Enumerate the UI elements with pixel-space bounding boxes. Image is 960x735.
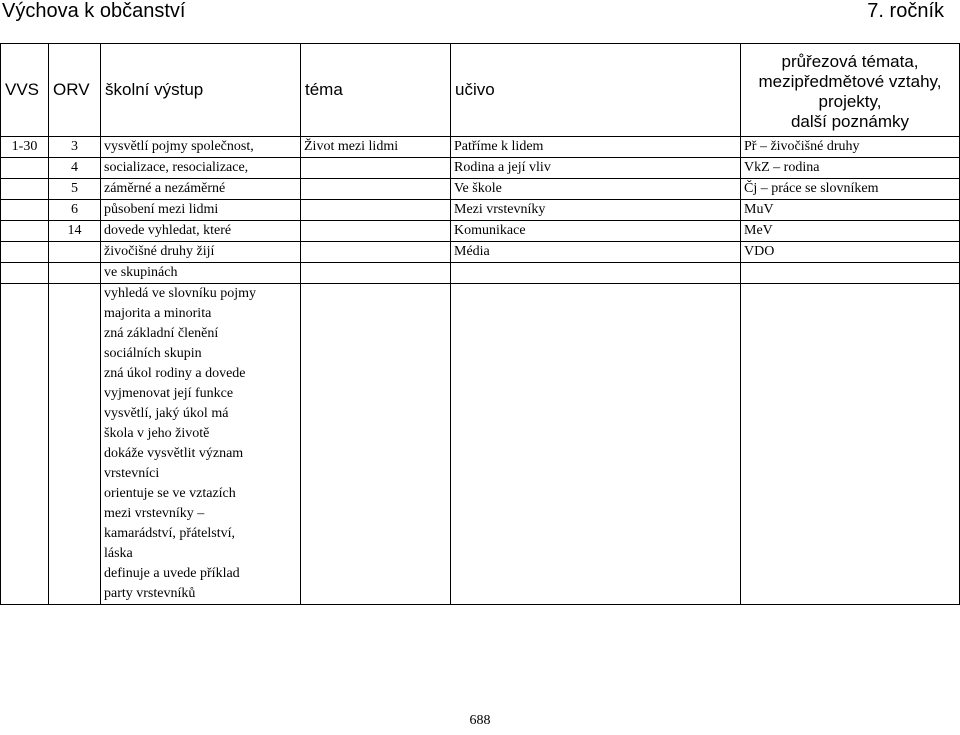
cell-vvs-empty [1,284,49,605]
cell-tema [301,242,451,263]
cell-vystup: vysvětlí pojmy společnost, [101,137,301,158]
table-row [1,179,960,200]
cell-vystup: působení mezi lidmi [101,200,301,221]
cross-line-2: mezipředmětové vztahy, [758,72,942,91]
cell-cross [741,263,960,284]
outcome-line: vysvětlí, jaký úkol má [104,406,229,421]
cell-vvs [1,242,49,263]
cell-vystup: dovede vyhledat, které [101,221,301,242]
col-vystup: školní výstup [101,44,301,137]
cell-vystup: ve skupinách [101,263,301,284]
cell-tema [301,263,451,284]
curriculum-table [0,43,960,605]
cell-cross: VDO [741,242,960,263]
cell-orv: 6 [49,200,101,221]
cell-tema [301,158,451,179]
cell-tema-empty [301,284,451,605]
cell-ucivo: Mezi vrstevníky [451,200,741,221]
cell-tema [301,179,451,200]
outcome-line: dokáže vysvětlit význam [104,446,244,461]
outcome-line: definuje a uvede příklad [104,566,240,581]
cell-vvs [1,200,49,221]
outcome-line: kamarádství, přátelství, [104,526,236,541]
cell-vystup: socializace, resocializace, [101,158,301,179]
subject-title: Výchova k občanství [2,0,186,22]
table-row [1,137,960,158]
table-row [1,158,960,179]
table-header-row [1,44,960,137]
cell-vvs: 1-30 [1,137,49,158]
cell-ucivo: Ve škole [451,179,741,200]
cross-line-4: další poznámky [790,112,910,131]
cell-orv: 14 [49,221,101,242]
cell-cross: Př – živočišné druhy [741,137,960,158]
outcome-line: škola v jeho životě [104,426,210,441]
cell-vystup: záměrné a nezáměrné [101,179,301,200]
cell-vvs [1,179,49,200]
cell-outcomes [101,284,301,605]
cell-orv: 5 [49,179,101,200]
cross-line-3: projekty, [818,92,882,111]
cell-cross: MeV [741,221,960,242]
cell-cross: MuV [741,200,960,221]
cell-ucivo-empty [451,284,741,605]
cell-cross: VkZ – rodina [741,158,960,179]
outcome-line: orientuje se ve vztazích [104,486,236,501]
cross-line-1: průřezová témata, [781,52,919,71]
cell-orv: 3 [49,137,101,158]
outcome-line: vrstevníci [104,466,160,481]
table-row [1,263,960,284]
table-row [1,221,960,242]
cell-orv: 4 [49,158,101,179]
col-cross-topics [741,44,960,137]
outcome-line: party vrstevníků [104,586,196,601]
grade-label: 7. ročník [867,0,944,22]
cell-cross: Čj – práce se slovníkem [741,179,960,200]
cell-ucivo: Rodina a její vliv [451,158,741,179]
outcome-line: vyhledá ve slovníku pojmy [104,286,257,301]
table-row [1,200,960,221]
cell-vvs [1,263,49,284]
col-orv: ORV [49,44,101,137]
table-row [1,242,960,263]
outcome-line: láska [104,546,133,561]
cell-orv-empty [49,284,101,605]
cell-tema: Život mezi lidmi [301,137,451,158]
outcome-line: majorita a minorita [104,306,212,321]
cell-tema [301,221,451,242]
cell-tema [301,200,451,221]
outcome-line: zná základní členění [104,326,219,341]
table-row-outcomes [1,284,960,605]
outcome-line: mezi vrstevníky – [104,506,205,521]
page-number: 688 [469,713,491,728]
cell-vystup: živočišné druhy žijí [101,242,301,263]
cell-ucivo: Komunikace [451,221,741,242]
outcome-line: sociálních skupin [104,346,202,361]
cell-ucivo: Média [451,242,741,263]
outcome-line: vyjmenovat její funkce [104,386,234,401]
col-ucivo: učivo [451,44,741,137]
col-vvs: VVS [1,44,49,137]
outcome-line: zná úkol rodiny a dovede [104,366,246,381]
cell-cross-empty [741,284,960,605]
cell-orv [49,263,101,284]
cell-vvs [1,221,49,242]
cell-ucivo: Patříme k lidem [451,137,741,158]
cell-vvs [1,158,49,179]
col-tema: téma [301,44,451,137]
cell-orv [49,242,101,263]
cell-ucivo [451,263,741,284]
